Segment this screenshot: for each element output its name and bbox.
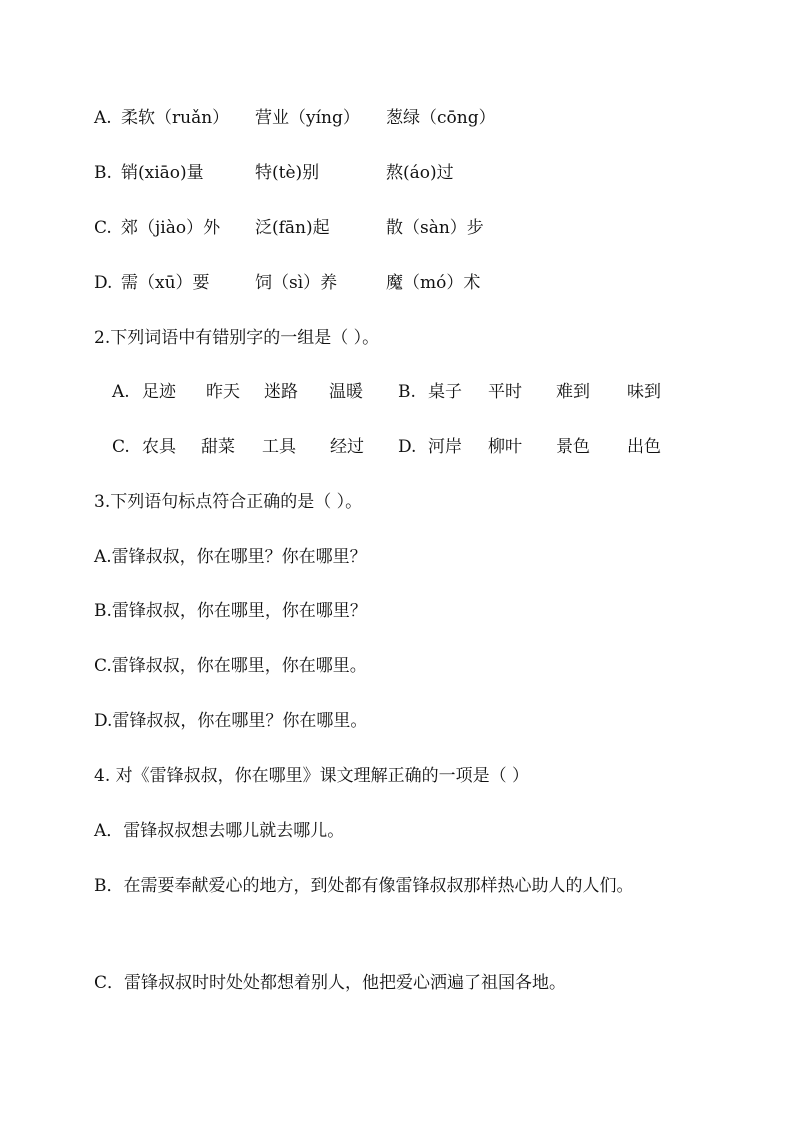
option-label: B. xyxy=(398,382,416,402)
q4-stem: 4. 对《雷锋叔叔，你在哪里》课文理解正确的一项是（ ） xyxy=(94,766,530,786)
word-item: 需（xū）要 xyxy=(121,273,210,293)
word-item: 平时 xyxy=(488,382,522,402)
word-item: 味到 xyxy=(627,382,661,402)
q3-option-c: C.雷锋叔叔，你在哪里，你在哪里。 xyxy=(94,656,367,676)
q4-option-b: B．在需要奉献爱心的地方，到处都有像雷锋叔叔那样热心助人的人们。 xyxy=(94,876,634,896)
word-item: 景色 xyxy=(556,437,590,457)
word-item: 难到 xyxy=(556,382,590,402)
q4-option-c: C．雷锋叔叔时时处处都想着别人，他把爱心洒遍了祖国各地。 xyxy=(94,973,567,993)
option-label: C. xyxy=(94,218,112,238)
word-item: 泛(fān)起 xyxy=(255,218,330,238)
word-item: 农具 xyxy=(142,437,176,457)
word-item: 河岸 xyxy=(428,437,462,457)
word-item: 魔（mó）术 xyxy=(386,273,481,293)
option-label: D. xyxy=(94,273,113,293)
word-item: 温暖 xyxy=(329,382,363,402)
option-label: D. xyxy=(398,437,417,457)
word-item: 出色 xyxy=(627,437,661,457)
option-label: A. xyxy=(112,382,130,402)
option-label: B. xyxy=(94,163,112,183)
q4-option-a: A．雷锋叔叔想去哪儿就去哪儿。 xyxy=(94,821,345,841)
word-item: 柳叶 xyxy=(488,437,522,457)
option-label: A. xyxy=(94,108,112,128)
word-item: 桌子 xyxy=(428,382,462,402)
word-item: 经过 xyxy=(330,437,364,457)
q3-option-d: D.雷锋叔叔，你在哪里？你在哪里。 xyxy=(94,711,368,731)
q2-stem: 2.下列词语中有错别字的一组是（ ）。 xyxy=(94,328,380,348)
word-item: 甜菜 xyxy=(201,437,235,457)
word-item: 散（sàn）步 xyxy=(386,218,484,238)
word-item: 昨天 xyxy=(206,382,240,402)
word-item: 营业（yíng） xyxy=(255,108,360,128)
word-item: 足迹 xyxy=(142,382,176,402)
word-item: 工具 xyxy=(262,437,296,457)
option-label: C. xyxy=(112,437,130,457)
q3-option-a: A.雷锋叔叔，你在哪里？你在哪里？ xyxy=(94,547,367,567)
word-item: 特(tè)别 xyxy=(255,163,320,183)
word-item: 销(xiāo)量 xyxy=(121,163,204,183)
q3-stem: 3.下列语句标点符合正确的是（ ）。 xyxy=(94,492,363,512)
word-item: 熬(áo)过 xyxy=(386,163,454,183)
word-item: 葱绿（cōng） xyxy=(386,108,496,128)
word-item: 迷路 xyxy=(264,382,298,402)
word-item: 郊（jiào）外 xyxy=(121,218,221,238)
word-item: 饲（sì）养 xyxy=(255,273,338,293)
word-item: 柔软（ruǎn） xyxy=(121,108,230,128)
q3-option-b: B.雷锋叔叔，你在哪里，你在哪里？ xyxy=(94,601,367,621)
